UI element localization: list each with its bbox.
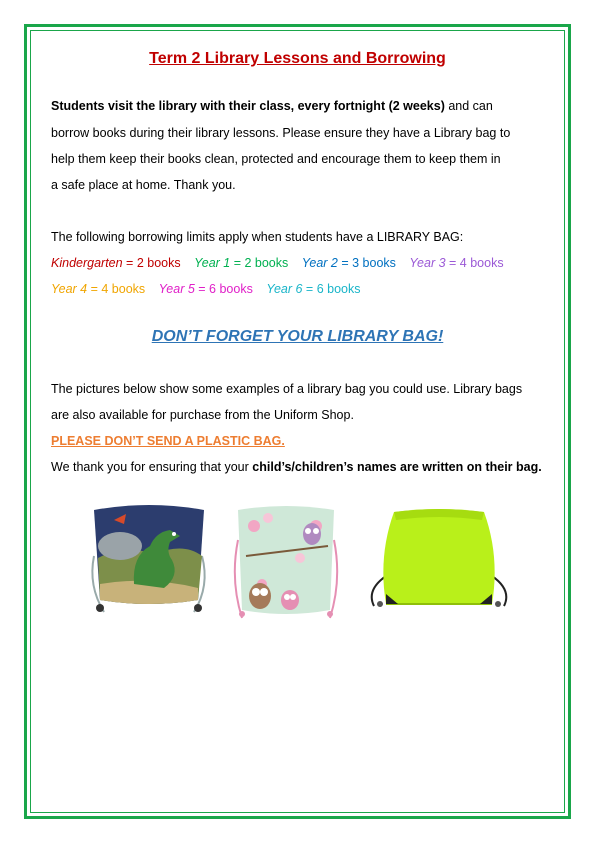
limit-label: Year 2 xyxy=(301,256,338,270)
limit-value: = 4 books xyxy=(445,256,504,270)
intro-line-1-rest: and can xyxy=(444,99,493,113)
limits-row-2 xyxy=(51,282,370,296)
limit-label: Kindergarten xyxy=(51,256,123,270)
limits-row-1 xyxy=(51,256,514,270)
page-title: Term 2 Library Lessons and Borrowing xyxy=(149,50,446,67)
thanks-line xyxy=(51,460,542,474)
intro-line-4: a safe place at home. Thank you. xyxy=(51,178,236,192)
intro-line-2: borrow books during their library lessons. Please ensure they have a Library bag to xyxy=(51,126,511,140)
pictures-line-1: The pictures below show some examples of a library bag you could use. Library bags xyxy=(51,382,523,396)
limit-year-6 xyxy=(266,282,360,296)
limit-label: Year 3 xyxy=(409,256,446,270)
limit-value: = 4 books xyxy=(87,282,146,296)
owl-bag-image xyxy=(232,500,340,624)
limit-label: Year 4 xyxy=(51,282,88,296)
limit-label: Year 1 xyxy=(194,256,231,270)
limit-year-2 xyxy=(302,256,396,270)
library-bag-reminder: DON’T FORGET YOUR LIBRARY BAG! xyxy=(151,328,444,345)
limit-value: = 6 books xyxy=(194,282,253,296)
limit-kindergarten xyxy=(51,256,181,270)
limit-year-1 xyxy=(194,256,288,270)
limits-intro: The following borrowing limits apply when students have a LIBRARY BAG: xyxy=(51,230,464,244)
limit-year-3 xyxy=(409,256,503,270)
plastic-bag-warning: PLEASE DON’T SEND A PLASTIC BAG. xyxy=(51,434,285,448)
green-bag-image xyxy=(364,506,514,618)
limit-year-4 xyxy=(51,282,145,296)
limit-value: = 3 books xyxy=(337,256,396,270)
limit-year-5 xyxy=(159,282,253,296)
intro-line-1 xyxy=(51,99,493,113)
thanks-start: We thank you for ensuring that your xyxy=(51,460,253,474)
limit-value: = 2 books xyxy=(122,256,181,270)
limit-value: = 6 books xyxy=(302,282,361,296)
dinosaur-bag-image xyxy=(84,496,214,624)
limit-label: Year 6 xyxy=(266,282,303,296)
intro-bold: Students visit the library with their class, every fortnight (2 weeks) xyxy=(51,99,445,113)
intro-line-3: help them keep their books clean, protected and encourage them to keep them in xyxy=(51,152,501,166)
thanks-bold: child’s/children’s names are written on their bag. xyxy=(252,460,542,474)
pictures-line-2: are also available for purchase from the Uniform Shop. xyxy=(51,408,354,422)
limit-value: = 2 books xyxy=(230,256,289,270)
limit-label: Year 5 xyxy=(158,282,195,296)
